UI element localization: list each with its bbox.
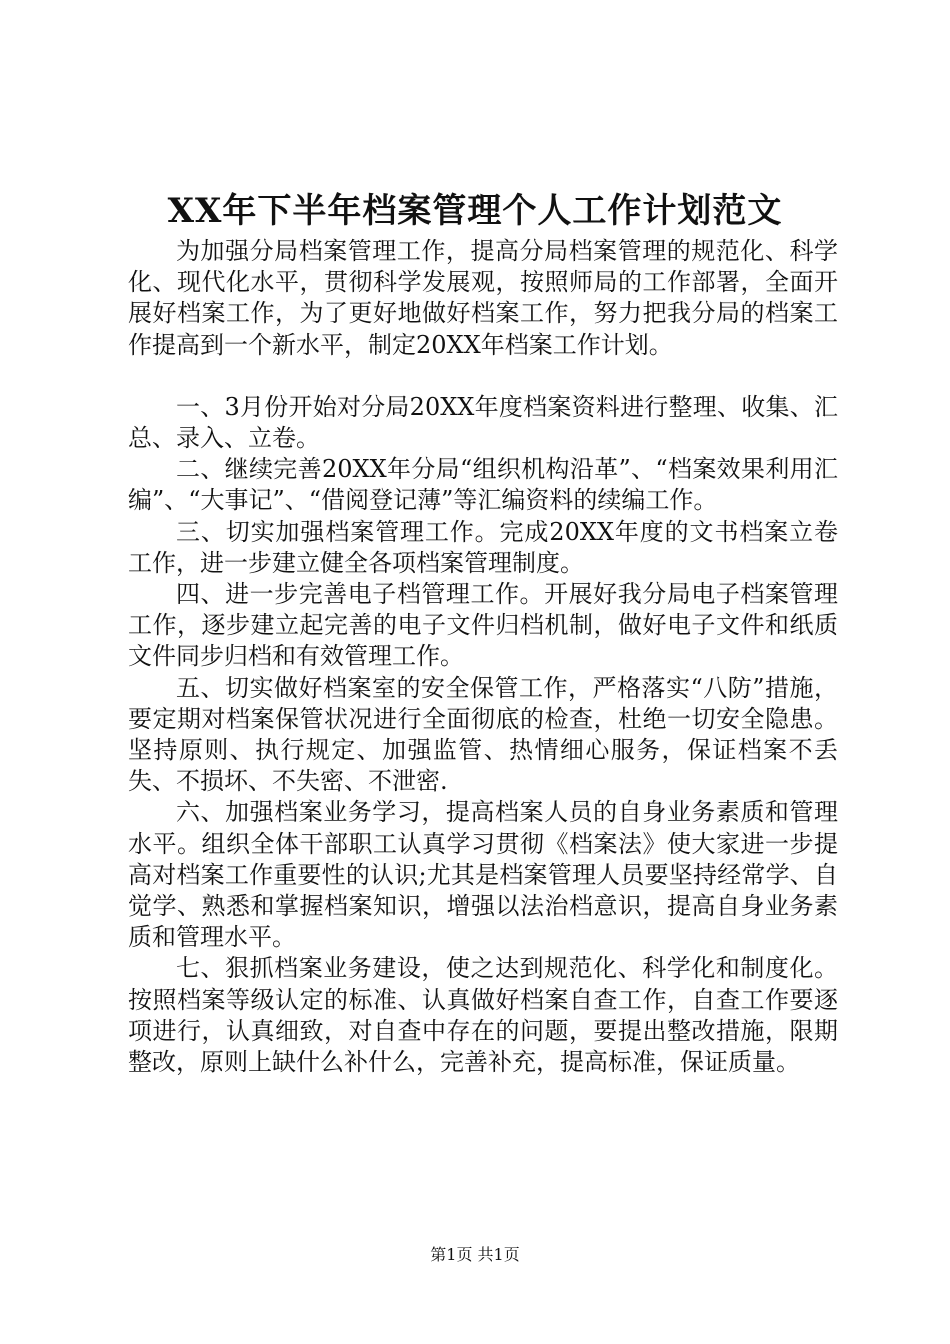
- intro-paragraph: 为加强分局档案管理工作，提高分局档案管理的规范化、科学化、现代化水平，贯彻科学发展观，按照师局的工作部署，全面开展好档案工作，为了更好地做好档案工作，努力把我分局的档案工作提高到一个新水平，制定20XX年档案工作计划。: [128, 237, 838, 359]
- document-body: [128, 236, 838, 1078]
- document-title: XX年下半年档案管理个人工作计划范文: [167, 191, 783, 231]
- plan-item-1: 一、3月份开始对分局20XX年度档案资料进行整理、收集、汇总、录入、立卷。: [128, 392, 838, 453]
- plan-item-5: 五、切实做好档案室的安全保管工作，严格落实“八防”措施，要定期对档案保管状况进行全面彻底的检查，杜绝一切安全隐患。坚持原则、执行规定、加强监管、热情细心服务，保证档案不丢失、不损坏、不失密、不泄密.: [128, 673, 838, 796]
- plan-item-4: 四、进一步完善电子档管理工作。开展好我分局电子档案管理工作，逐步建立起完善的电子文件归档机制，做好电子文件和纸质文件同步归档和有效管理工作。: [128, 580, 838, 671]
- plan-item-2: 二、继续完善20XX年分局“组织机构沿革”、“档案效果利用汇编”、“大事记”、“借阅登记薄”等汇编资料的续编工作。: [128, 455, 838, 515]
- plan-item-6: 六、加强档案业务学习，提高档案人员的自身业务素质和管理水平。组织全体干部职工认真学习贯彻《档案法》使大家进一步提高对档案工作重要性的认识;尤其是档案管理人员要坚持经常学、自觉学、熟悉和掌握档案知识，增强以法治档意识，提高自身业务素质和管理水平。: [128, 798, 838, 952]
- paragraph-gap: [128, 361, 838, 392]
- plan-item-7: 七、狠抓档案业务建设，使之达到规范化、科学化和制度化。按照档案等级认定的标准、认真做好档案自查工作，自查工作要逐项进行，认真细致，对自查中存在的问题，要提出整改措施，限期整改，原则上缺什么补什么，完善补充，提高标准，保证质量。: [128, 954, 838, 1077]
- page-footer: 第1页 共1页: [430, 1245, 520, 1264]
- plan-item-3: 三、切实加强档案管理工作。完成20XX年度的文书档案立卷工作，进一步建立健全各项档案管理制度。: [128, 517, 838, 577]
